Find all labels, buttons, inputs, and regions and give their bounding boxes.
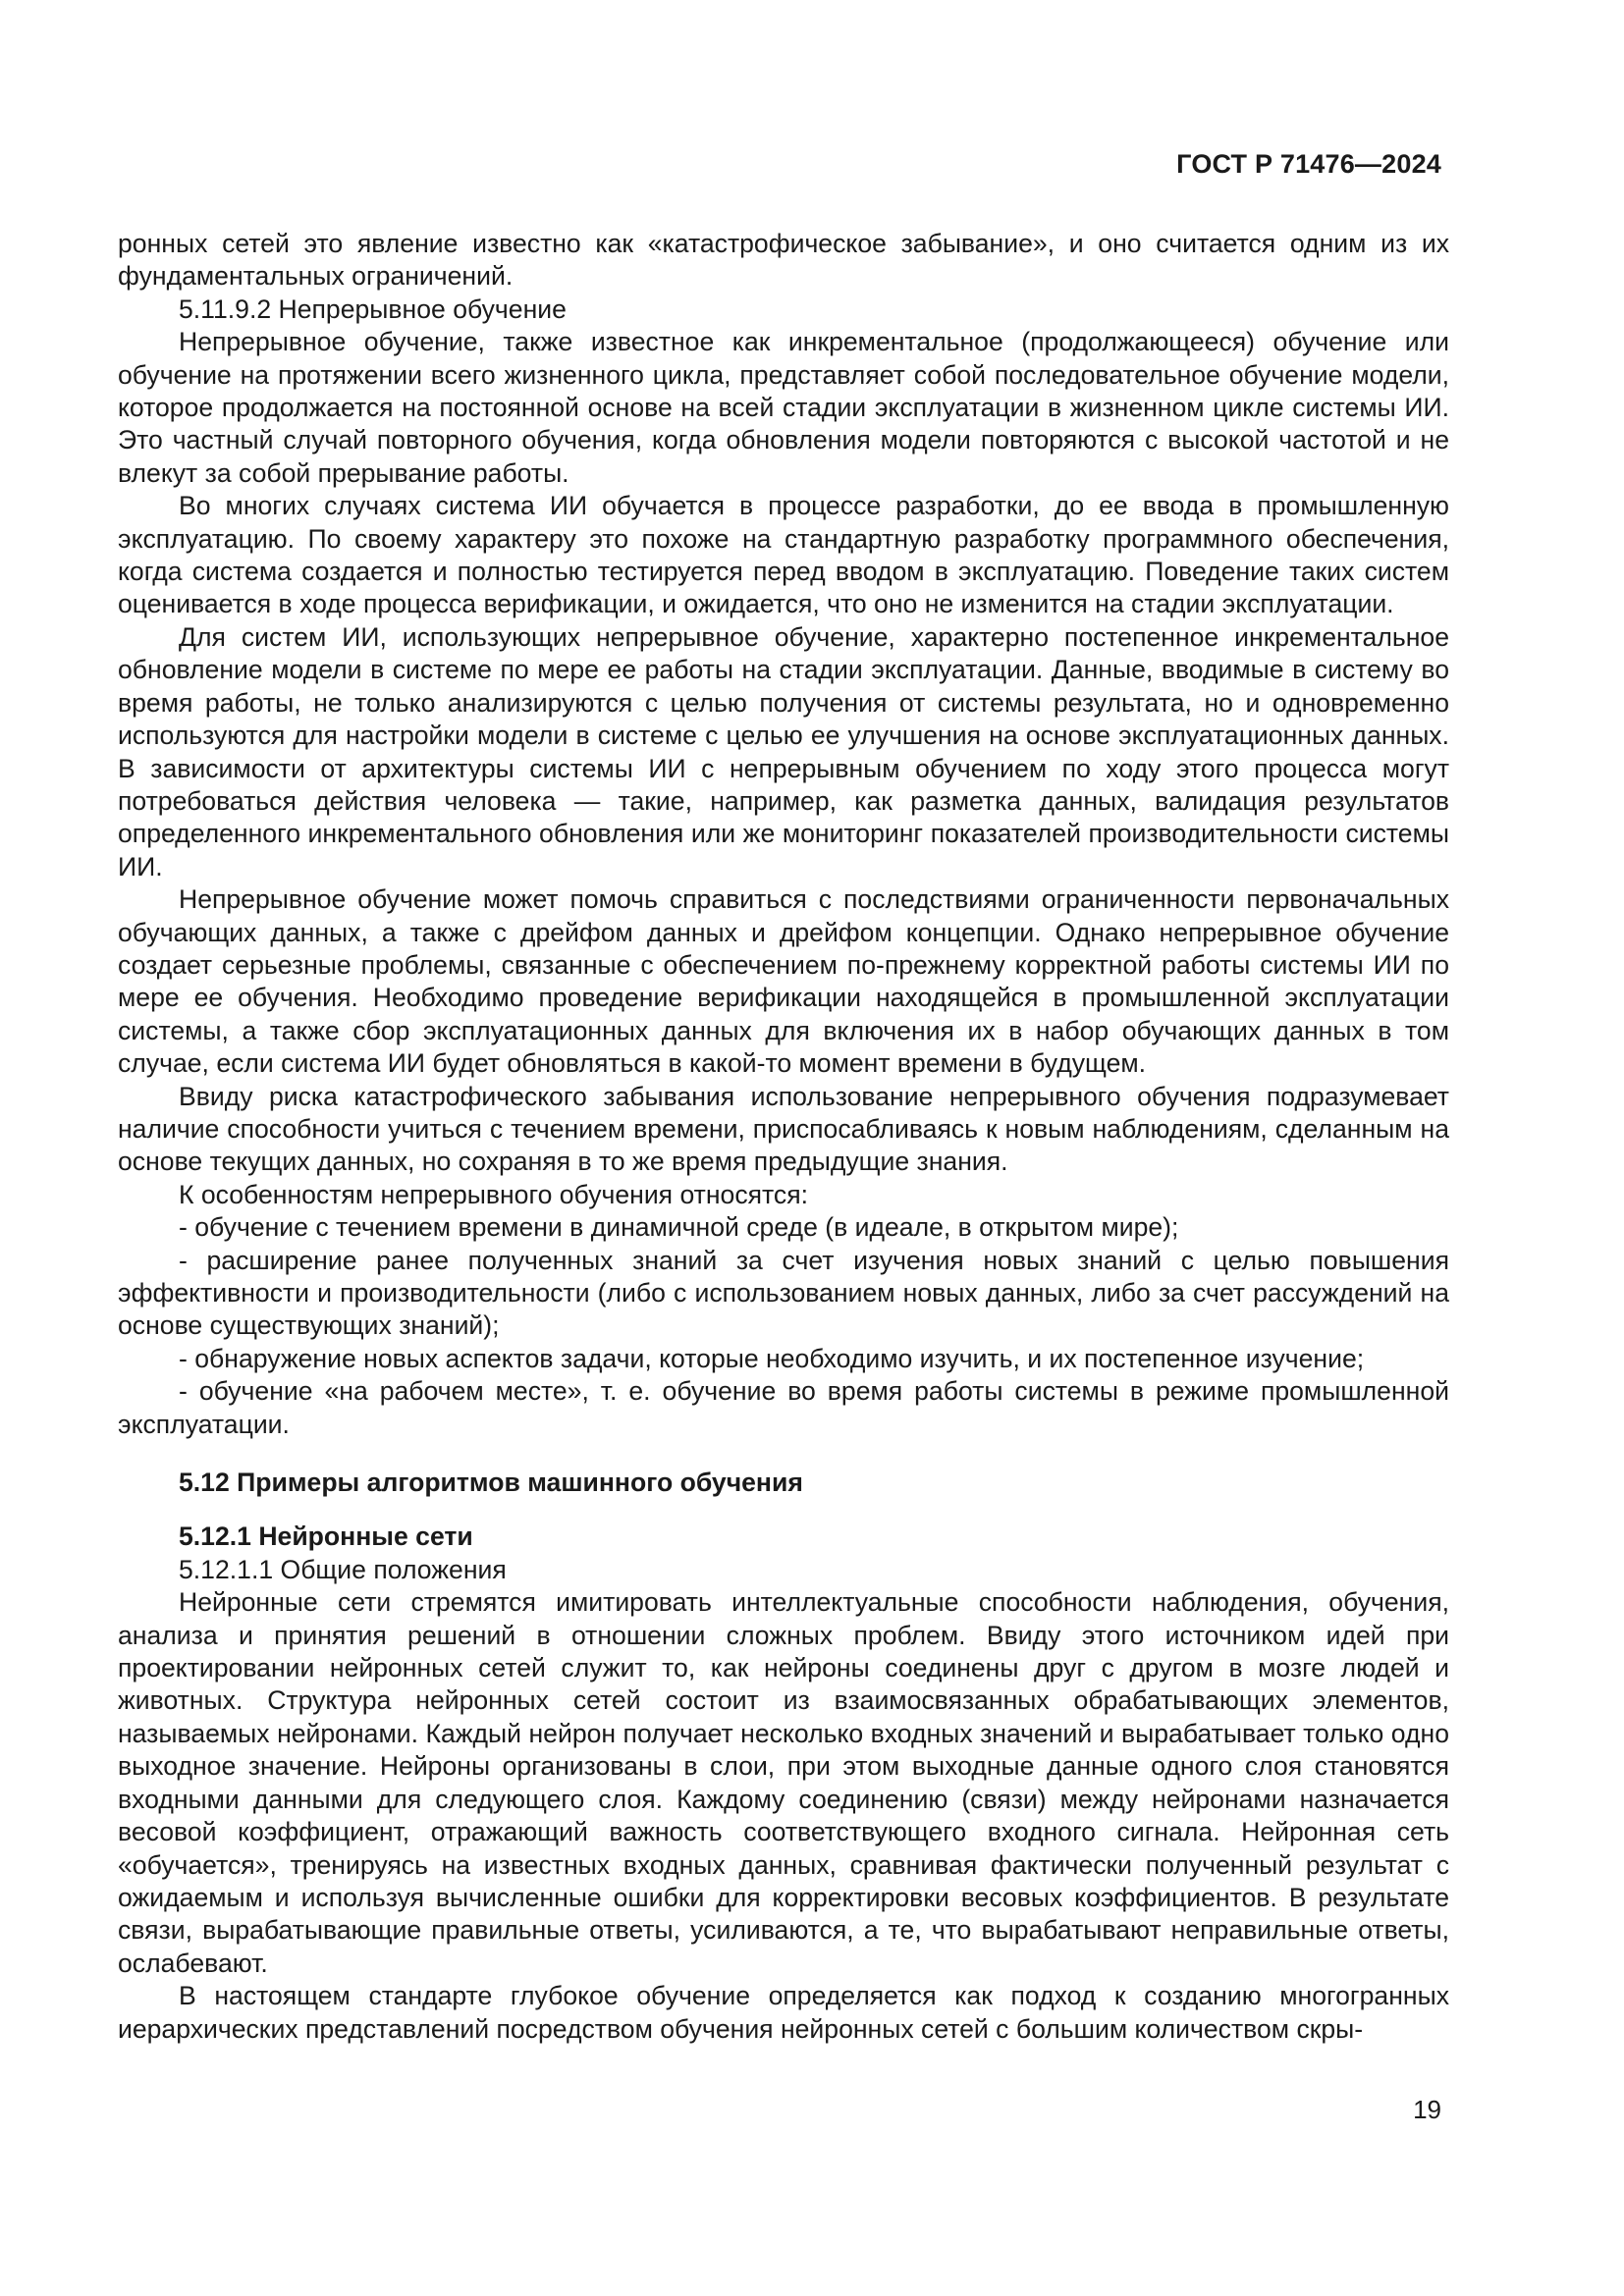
body-text <box>118 228 1449 2046</box>
paragraph: Ввиду риска катастрофического забывания использование непрерывного обучения подразумевает наличие способности учиться с течением времени, приспосабливаясь к новым наблюдениям, сделанным на основе текущих данных, но сохраняя в то же время предыдущие знания. <box>118 1081 1449 1177</box>
clause-heading-5-12-1-1: 5.12.1.1 Общие положения <box>179 1554 507 1584</box>
paragraph: Во многих случаях система ИИ обучается в процессе разработки, до ее ввода в промышленную эксплуатацию. По своему характеру это похоже на стандартную разработку программного обеспечения, когда система создается и полностью тестируется перед вводом в эксплуатацию. Поведение таких систем оценивается в ходе процесса верификации, и ожидается, что оно не изменится на стадии эксплуатации. <box>118 491 1449 619</box>
list-item: - обучение с течением времени в динамичной среде (в идеале, в открытом мире); <box>179 1212 1179 1243</box>
paragraph: Непрерывное обучение, также известное как инкрементальное (продолжающееся) обучение или обучение на протяжении всего жизненного цикла, представляет собой последовательное обучение модели, которое продолжается на постоянной основе на всей стадии эксплуатации в жизненном цикле системы ИИ. Это частный случай повторного обучения, когда обновления модели повторяются с высокой частотой и не влекут за собой прерывание работы. <box>118 327 1449 488</box>
page-number: 19 <box>1413 2095 1441 2124</box>
paragraph: Нейронные сети стремятся имитировать интеллектуальные способности наблюдения, обучения, анализа и принятия решений в отношении сложных проблем. Ввиду этого источником идей при проектировании нейронных сетей служит то, как нейроны соединены друг с другом в мозге людей и животных. Структура нейронных сетей состоит из взаимосвязанных обрабатывающих элементов, называемых нейронами. Каждый нейрон получает несколько входных значений и вырабатывает только одно выходное значение. Нейроны организованы в слои, при этом выходные данные одного слоя становятся входными данными для следующего слоя. Каждому соединению (связи) между нейронами назначается весовой коэффициент, отражающий важность соответствующего входного сигнала. Нейронная сеть «обучается», тренируясь на известных входных данных, сравнивая фактически полученный результат с ожидаемым и используя вычисленные ошибки для корректировки весовых коэффициентов. В результате связи, вырабатывающие правильные ответы, усиливаются, а те, что вырабатывают неправильные ответы, ослабевают. <box>118 1587 1449 1978</box>
standard-id-header: ГОСТ Р 71476—2024 <box>1176 149 1441 179</box>
paragraph: Для систем ИИ, использующих непрерывное обучение, характерно постепенное инкрементальное обновление модели в системе по мере ее работы на стадии эксплуатации. Данные, вводимые в систему во время работы, не только анализируются с целью получения от системы результата, но и одновременно используются для настройки модели в системе с целью ее улучшения на основе эксплуатационных данных. В зависимости от архитектуры системы ИИ с непрерывным обучением по ходу этого процесса могут потребоваться действия человека — такие, например, как разметка данных, валидация результатов определенного инкрементального обновления или же мониторинг показателей производительности системы ИИ. <box>118 621 1449 881</box>
list-item: - обнаружение новых аспектов задачи, которые необходимо изучить, и их постепенное изучение; <box>179 1343 1365 1373</box>
section-heading-5-12: 5.12 Примеры алгоритмов машинного обучения <box>179 1468 803 1498</box>
list-item: - обучение «на рабочем месте», т. е. обучение во время работы системы в режиме промышленной эксплуатации. <box>118 1376 1449 1439</box>
list-item: - расширение ранее полученных знаний за счет изучения новых знаний с целью повышения эффективности и производительности (либо с использованием новых данных, либо за счет рассуждений на основе существующих знаний); <box>118 1245 1449 1341</box>
paragraph: Непрерывное обучение может помочь справиться с последствиями ограниченности первоначальных обучающих данных, а также с дрейфом данных и дрейфом концепции. Однако непрерывное обучение создает серьезные проблемы, связанные с обеспечением по-прежнему корректной работы системы ИИ по мере ее обучения. Необходимо проведение верификации находящейся в промышленной эксплуатации системы, а также сбор эксплуатационных данных для включения их в набор обучающих данных в том случае, если система ИИ будет обновляться в какой-то момент времени в будущем. <box>118 884 1449 1079</box>
paragraph: В настоящем стандарте глубокое обучение определяется как подход к созданию многогранных иерархических представлений посредством обучения нейронных сетей с большим количеством скры- <box>118 1981 1449 2044</box>
list-intro: К особенностям непрерывного обучения относятся: <box>179 1179 808 1209</box>
clause-heading-5-11-9-2: 5.11.9.2 Непрерывное обучение <box>179 294 567 324</box>
paragraph-continued: ронных сетей это явление известно как «катастрофическое забывание», и оно считается одним из их фундаментальных ограничений. <box>118 229 1449 292</box>
subsection-heading-5-12-1: 5.12.1 Нейронные сети <box>179 1522 473 1552</box>
